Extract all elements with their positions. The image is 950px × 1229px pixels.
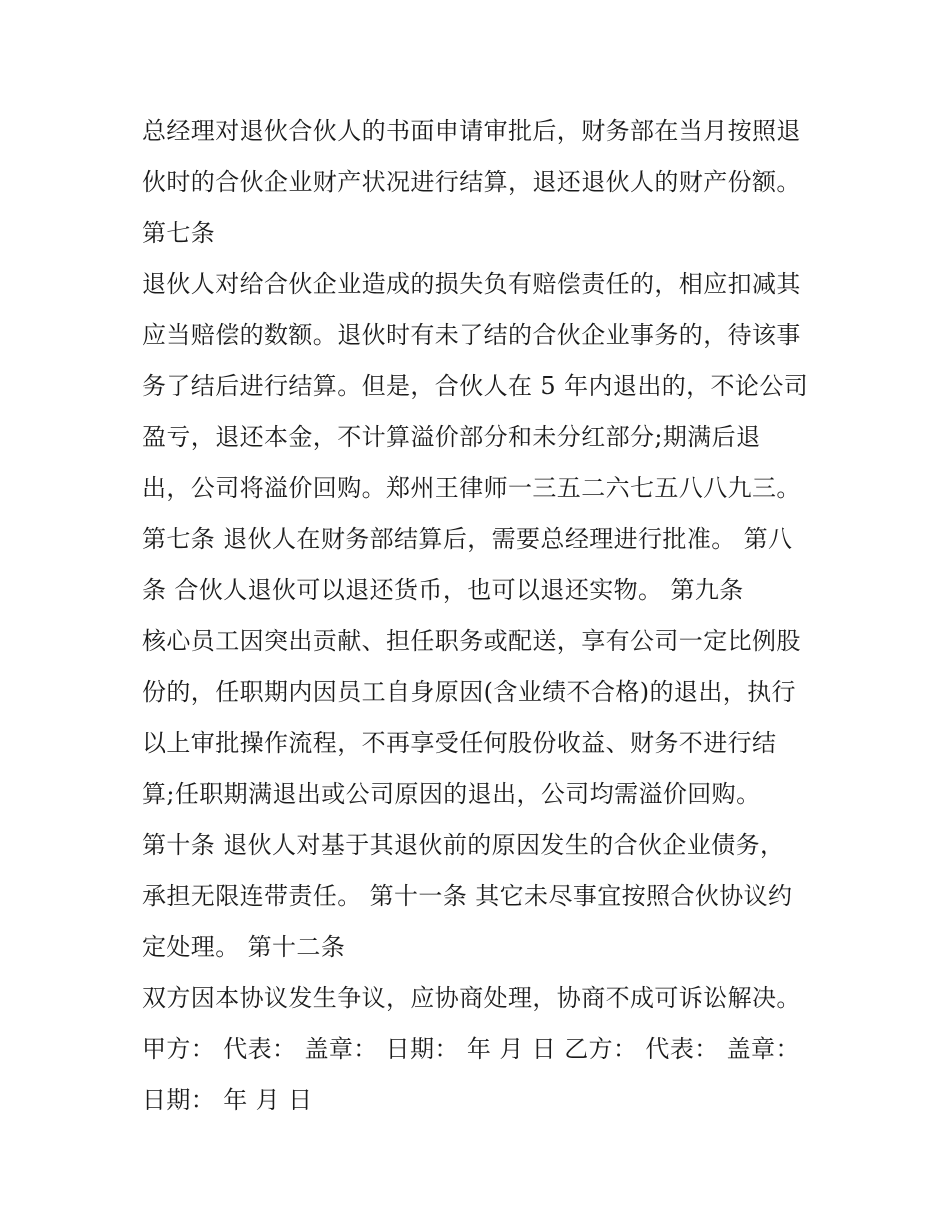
document-line-2: 伙时的合伙企业财产状况进行结算，退还退伙人的财产份额。 (142, 168, 801, 196)
document-line-17: 定处理。 第十二条 (142, 933, 346, 961)
signature-line-2: 日期： 年 月 日 (142, 1086, 313, 1114)
document-line-7: 盈亏，退还本金，不计算溢价部分和未分红部分;期满后退 (142, 423, 761, 451)
document-line-12: 份的，任职期内因员工自身原因(含业绩不合格)的退出，执行 (142, 678, 796, 706)
document-line-18: 双方因本协议发生争议，应协商处理，协商不成可诉讼解决。 (142, 984, 801, 1012)
document-line-1: 总经理对退伙合伙人的书面申请审批后，财务部在当月按照退 (142, 117, 801, 145)
document-line-6: 务了结后进行结算。但是，合伙人在 5 年内退出的，不论公司 (142, 372, 809, 400)
document-line-16: 承担无限连带责任。 第十一条 其它未尽事宜按照合伙协议约 (142, 882, 793, 910)
signature-line-1: 甲方： 代表： 盖章： 日期： 年 月 日 乙方： 代表： 盖章： (142, 1035, 800, 1063)
document-line-11: 核心员工因突出贡献、担任职务或配送，享有公司一定比例股 (142, 627, 801, 655)
document-line-5: 应当赔偿的数额。退伙时有未了结的合伙企业事务的，待该事 (142, 321, 801, 349)
document-line-10: 条 合伙人退伙可以退还货币，也可以退还实物。 第九条 (142, 576, 744, 604)
document-line-8: 出，公司将溢价回购。郑州王律师一三五二六七五八八九三。 (142, 474, 801, 502)
document-line-13: 以上审批操作流程，不再享受任何股份收益、财务不进行结 (142, 729, 777, 757)
document-line-4: 退伙人对给合伙企业造成的损失负有赔偿责任的，相应扣减其 (142, 270, 801, 298)
document-body (142, 106, 822, 1126)
article-heading: 第七条 (142, 219, 216, 247)
document-line-15: 第十条 退伙人对基于其退伙前的原因发生的合伙企业债务， (142, 831, 785, 859)
document-line-14: 算;任职期满退出或公司原因的退出，公司均需溢价回购。 (142, 780, 761, 808)
document-line-9: 第七条 退伙人在财务部结算后，需要总经理进行批准。 第八 (142, 525, 793, 553)
